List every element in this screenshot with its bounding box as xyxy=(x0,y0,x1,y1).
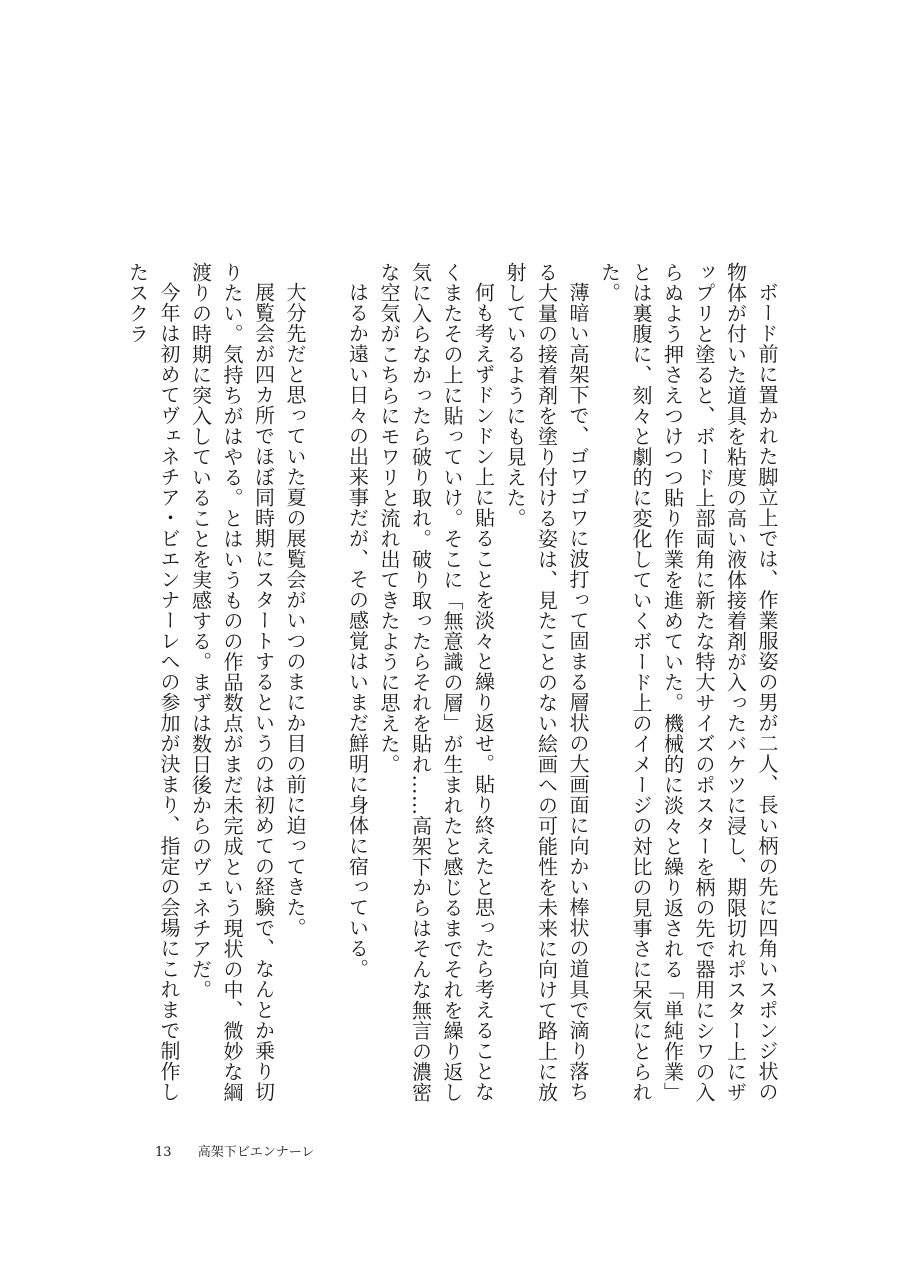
paragraph-1: ボード前に置かれた脚立上では、作業服姿の男が二人、長い柄の先に四角いスポンジ状の物体が付いた道具を粘度の高い液体接着剤が入ったバケツに浸し、期限切れポスター上にザップリと塗ると、ボード上部両角に新たな特大サイズのポスターを柄の先で器用にシワの入らぬよう押さえつけつつ貼り作業を進めていた。機械的に淡々と繰り返される「単純作業」とは裏腹に、刻々と劇的に変化していくボード上のイメージの対比の見事さに呆気にとられた。 xyxy=(597,262,779,1103)
paragraph-6: 展覧会が四カ所でほぼ同時期にスタートするというのは初めての経験で、なんとか乗り切りたい。気持ちがはやる。とはいうものの作品数点がまだ未完成という現状の中、微妙な綱渡りの時期に突入していることを実感する。まずは数日後からのヴェネチアだ。 xyxy=(188,262,276,1103)
page-footer xyxy=(155,1141,314,1160)
paragraph-3: 何も考えずドンドン上に貼ることを淡々と繰り返せ。貼り終えたと思ったら考えることなくまたその上に貼っていけ。そこに「無意識の層」が生まれたと感じるまでそれを繰り返し気に入らなかったら破り取れ。破り取ったらそれを貼れ……高架下からはそんな無言の濃密な空気がこちらにモワリと流れ出てきたように思えた。 xyxy=(377,262,496,1103)
paragraph-4: はるか遠い日々の出来事だが、その感覚はいまだ鮮明に身体に宿っている。 xyxy=(345,282,370,979)
running-title: 高架下ビエンナーレ xyxy=(197,1145,315,1160)
paragraph-5: 大分先だと思っていた夏の展覧会がいつのまにか目の前に迫ってきた。 xyxy=(283,282,307,938)
paragraph-2: 薄暗い高架下で、ゴワゴワに波打って固まる層状の大画面に向かい棒状の道具で滴り落ちる大量の接着剤を塗り付ける姿は、見たことのない絵画への可能性を未来に向けて路上に放射しているようにも見えた。 xyxy=(503,262,590,1103)
paragraph-7: 今年は初めてヴェネチア・ビエンナーレへの参加が決まり、指定の会場にこれまで制作したスクラ xyxy=(125,262,181,1102)
page-number: 13 xyxy=(155,1145,172,1160)
body-text xyxy=(121,262,782,1112)
